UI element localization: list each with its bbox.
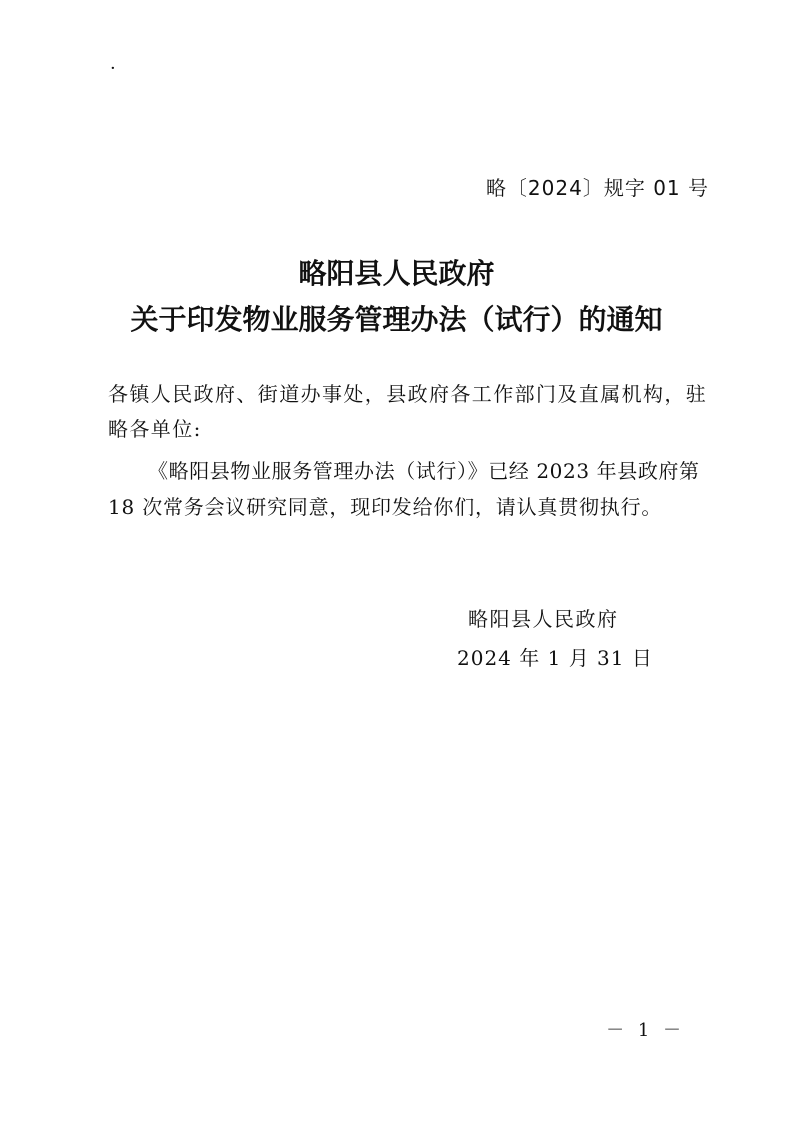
addressee-line-1: 各镇人民政府、街道办事处，县政府各工作部门及直属机构，驻 [108, 382, 708, 406]
page-number: － 1 － [606, 1020, 685, 1041]
document-title-line-1: 略阳县人民政府 [298, 257, 495, 290]
document-title-line-2: 关于印发物业服务管理办法（试行）的通知 [130, 303, 663, 336]
signature-date: 2024 年 1 月 31 日 [457, 646, 653, 670]
addressee-line-2: 略各单位: [108, 417, 202, 441]
body-paragraph-line-1: 《略阳县物业服务管理办法（试行）》已经 2023 年县政府第 [148, 459, 700, 483]
signature-organization: 略阳县人民政府 [468, 607, 619, 631]
body-paragraph-line-2: 18 次常务会议研究同意，现印发给你们，请认真贯彻执行。 [108, 495, 663, 519]
document-number: 略〔2024〕规字 01 号 [485, 176, 709, 200]
header-mark: · [110, 58, 116, 79]
